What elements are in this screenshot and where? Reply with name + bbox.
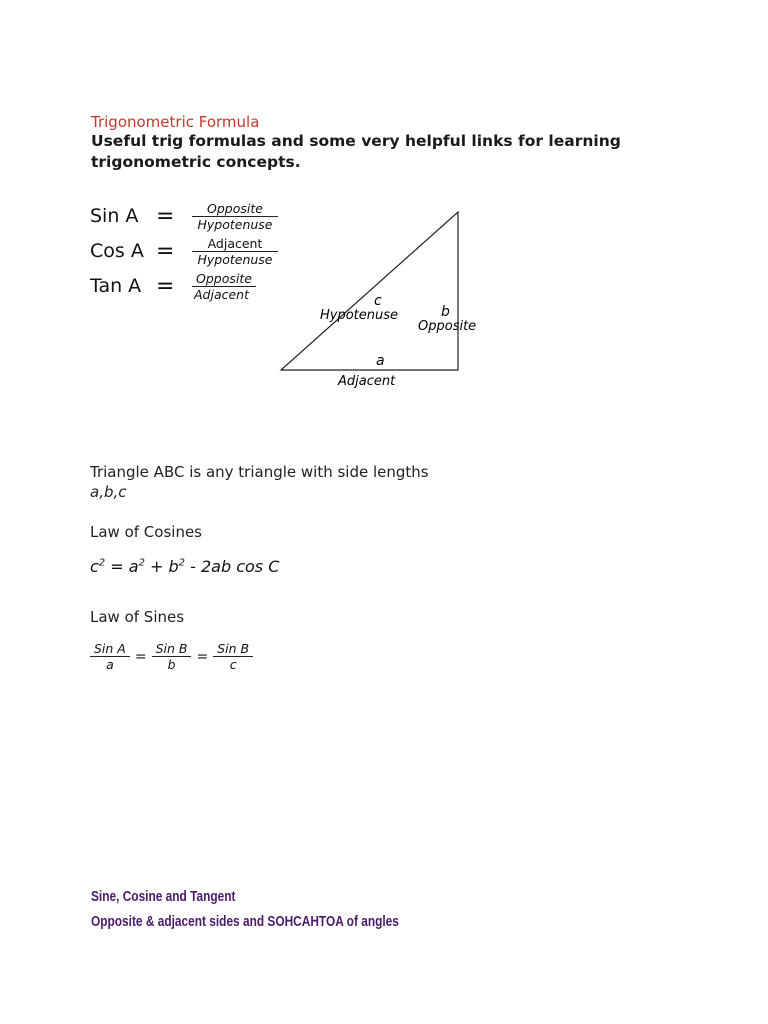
- link-sine-cosine-tangent[interactable]: Sine, Cosine and Tangent: [91, 889, 236, 905]
- sines-numerator: Sin B: [217, 641, 250, 656]
- opposite-var: b: [441, 304, 450, 320]
- law-of-cosines-equation: [90, 557, 279, 576]
- equals-sign: =: [196, 648, 209, 665]
- law-of-sines-title: Law of Sines: [90, 608, 185, 626]
- sines-fraction-1: [90, 642, 130, 671]
- side-lengths: a,b,c: [90, 483, 127, 501]
- sines-denominator: c: [229, 657, 237, 672]
- equals-sign: =: [156, 238, 175, 264]
- sin-label: Sin A: [90, 205, 139, 227]
- page-subtitle: Useful trig formulas and some very helpful links for learning trigonometric concepts.: [91, 132, 621, 171]
- exponent: 2: [138, 557, 145, 569]
- adjacent-var: a: [376, 353, 385, 369]
- exponent: 2: [178, 557, 186, 569]
- equals-sign: =: [156, 203, 175, 229]
- adjacent-label: Adjacent: [338, 374, 396, 389]
- cos-label: Cos A: [90, 240, 144, 262]
- sines-fraction-3: [213, 642, 253, 671]
- tan-numerator: Opposite: [196, 270, 252, 286]
- cos-term-a: = a: [105, 557, 139, 576]
- cos-numerator: Adjacent: [207, 235, 263, 251]
- law-of-sines-equation: [90, 642, 253, 671]
- law-of-cosines-title: Law of Cosines: [90, 523, 202, 541]
- link-sohcahtoa[interactable]: Opposite & adjacent sides and SOHCAHTOA of angles: [91, 914, 399, 930]
- triangle-shape: [281, 212, 458, 370]
- equals-sign: =: [156, 273, 175, 299]
- sines-denominator: a: [106, 657, 114, 672]
- triangle-description: Triangle ABC is any triangle with side lengths: [90, 463, 429, 481]
- cos-term-b: + b: [144, 557, 179, 576]
- cos-term-tail: - 2ab cos C: [185, 557, 280, 576]
- cos-term-c: c: [90, 557, 99, 576]
- sines-denominator: b: [167, 657, 176, 672]
- hypotenuse-label: Hypotenuse: [320, 308, 399, 323]
- sin-numerator: Opposite: [207, 200, 263, 216]
- opposite-label: Opposite: [418, 319, 477, 334]
- exponent: 2: [98, 557, 106, 569]
- page-title: Trigonometric Formula: [91, 113, 260, 131]
- tan-label: Tan A: [90, 275, 142, 297]
- sines-fraction-2: [152, 642, 192, 671]
- sines-numerator: Sin A: [94, 641, 126, 656]
- sines-numerator: Sin B: [155, 641, 188, 656]
- tan-denominator: Adjacent: [194, 286, 250, 302]
- hypotenuse-var: c: [374, 293, 382, 309]
- cos-denominator: Hypotenuse: [197, 251, 273, 267]
- sin-denominator: Hypotenuse: [197, 216, 273, 232]
- equals-sign: =: [134, 648, 147, 665]
